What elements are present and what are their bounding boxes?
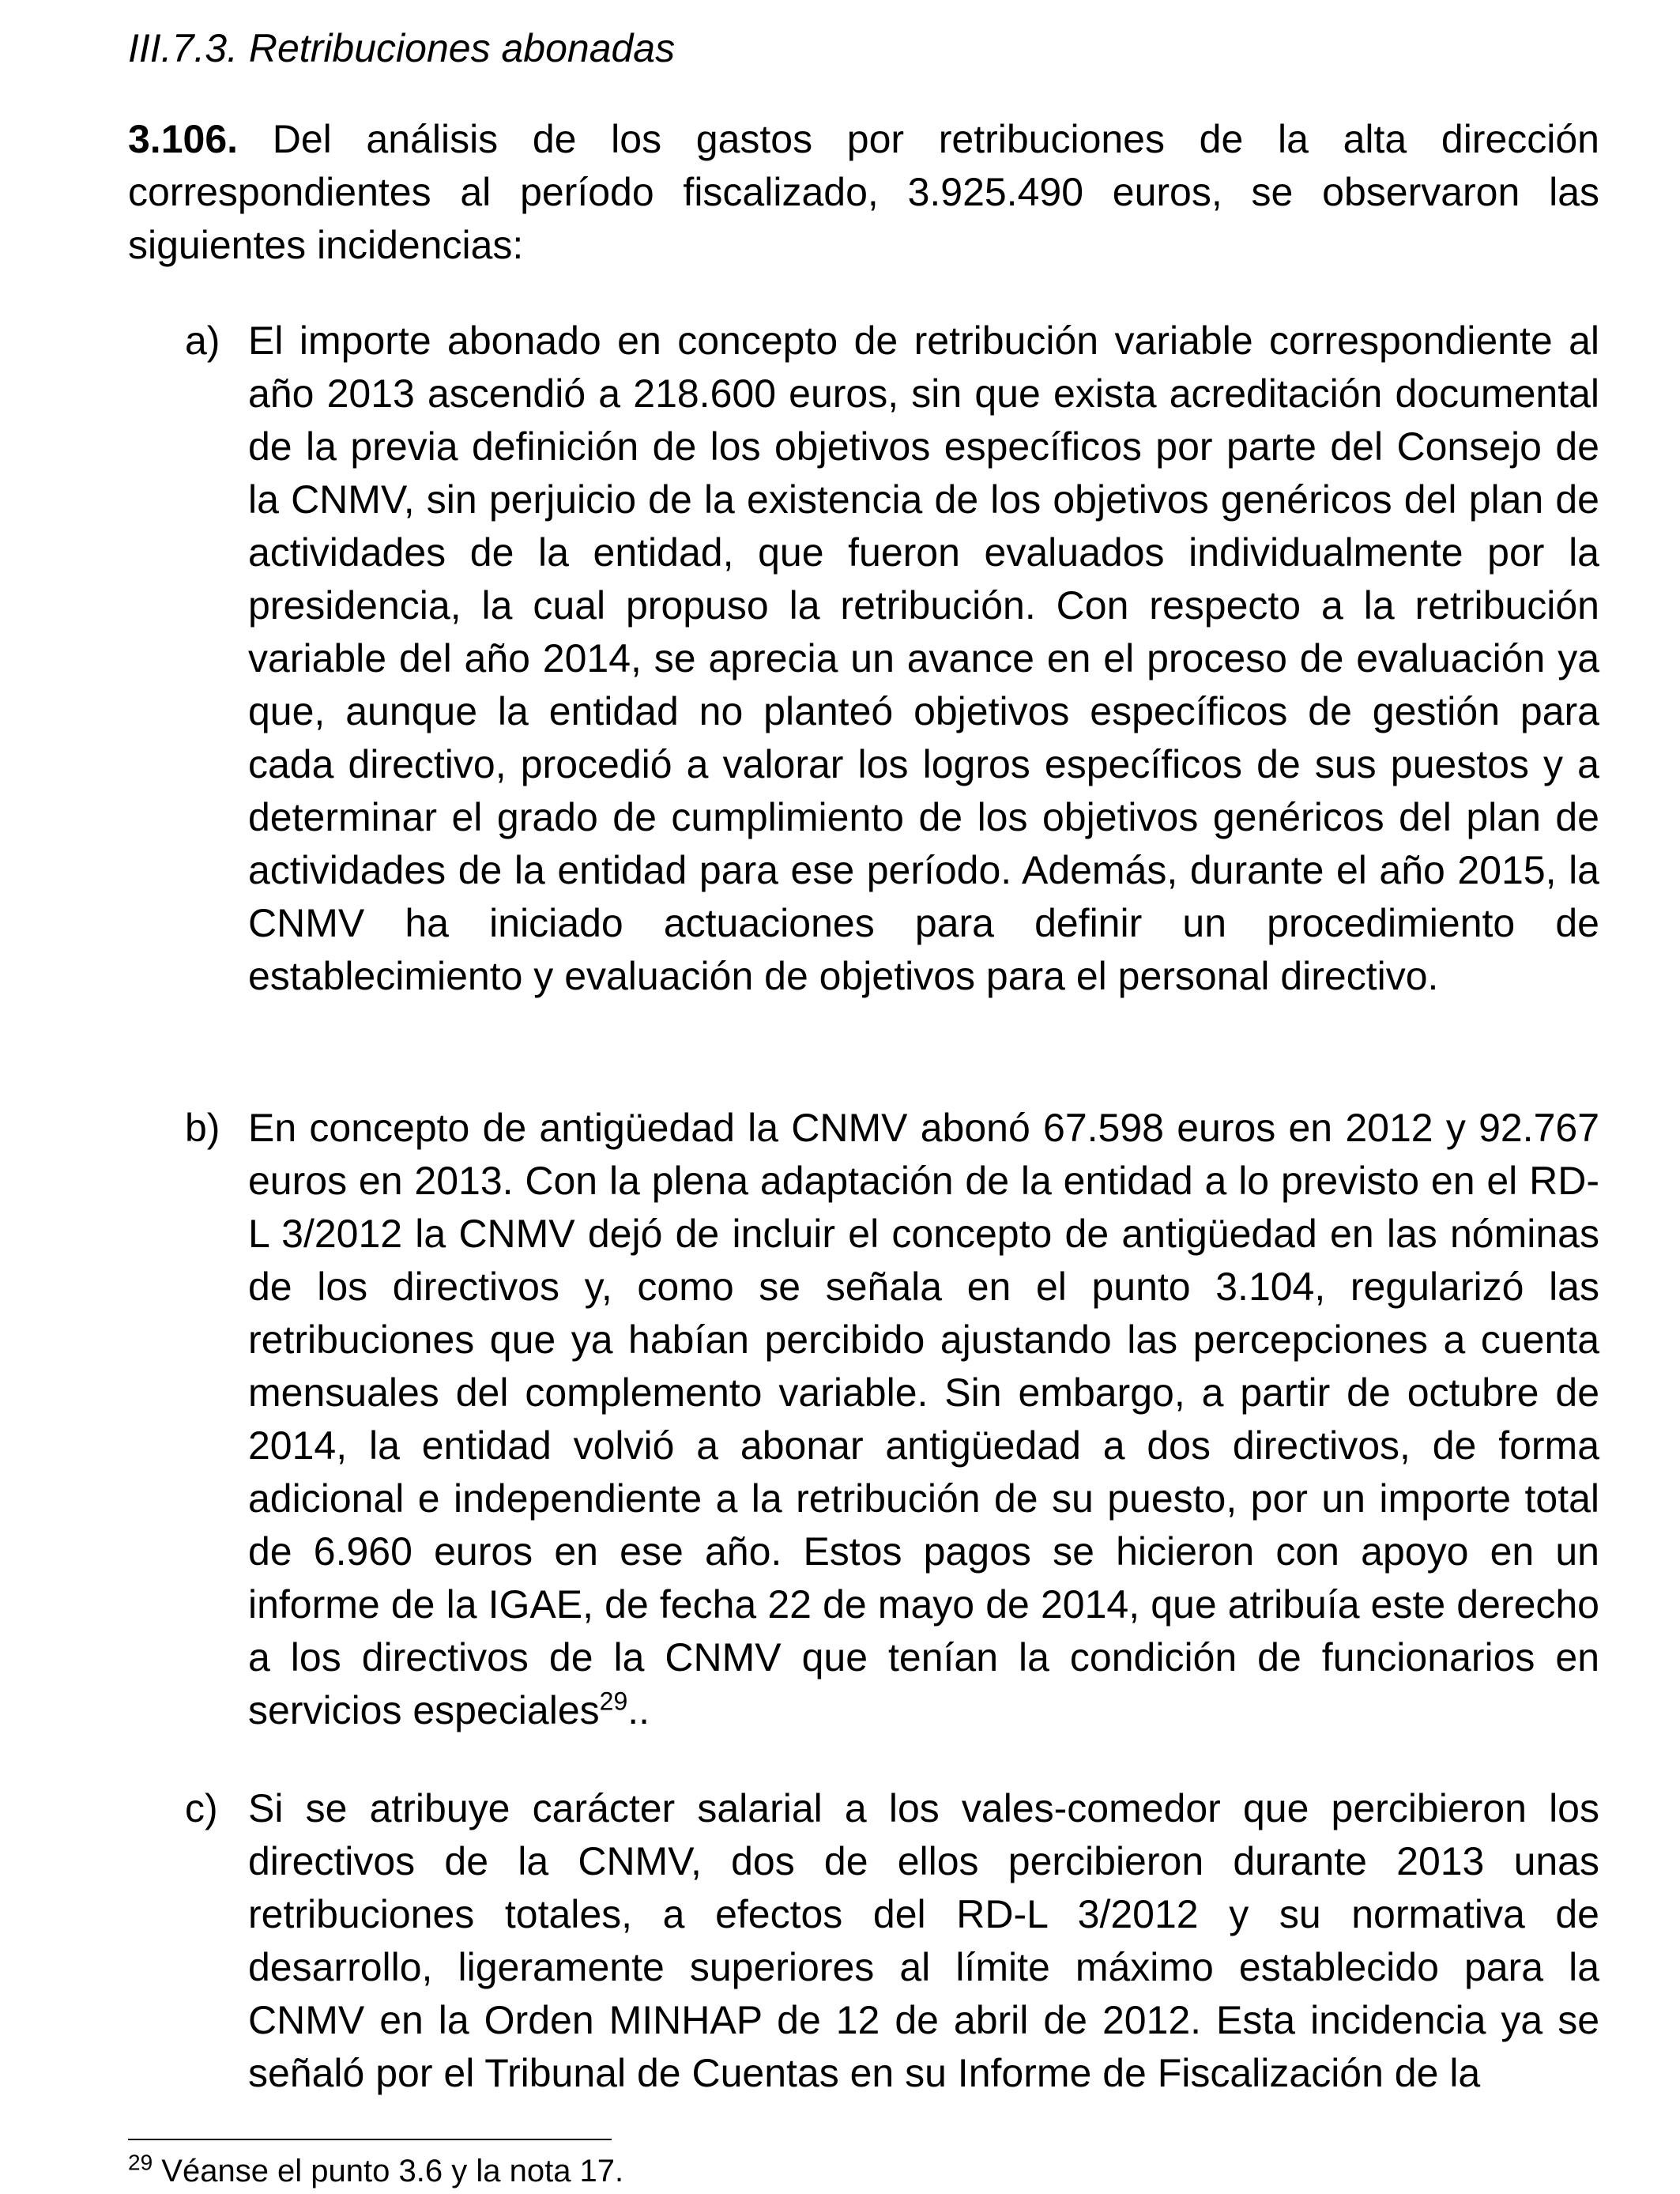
list-item-b [185,1102,1599,1737]
list-item-a [185,315,1599,1003]
paragraph-text: Del análisis de los gastos por retribuciones de la alta dirección correspondientes al período fiscalizado, 3.925.490 euros, se observaron las siguientes incidencias: [128,117,1599,267]
list-item-label: b) [185,1106,220,1150]
list-item-text-main: En concepto de antigüedad la CNMV abonó 67.598 euros en 2012 y 92.767 euros en 2013. Con la plena adaptación de la entidad a lo previsto en el RD-L 3/2012 la CNMV dejó de incluir el concepto de antigüedad en las nóminas de los directivos y, como se señala en el punto 3.104, regularizó las retribuciones que ya habían percibido ajustando las percepciones a cuenta mensuales del complemento variable. Sin embargo, a partir de octubre de 2014, la entidad volvió a abonar antigüedad a dos directivos, de forma adicional e independiente a la retribución de su puesto, por un importe total de 6.960 euros en ese año. Estos pagos se hicieron con apoyo en un informe de la IGAE, de fecha 22 de mayo de 2014, que atribuía este derecho a los directivos de la CNMV que tenían la condición de funcionarios en servicios especiales [248,1106,1599,1732]
paragraph-3-106 [128,113,1599,272]
list-item-label: c) [185,1786,218,1830]
footnote-text: Véanse el punto 3.6 y la nota 17. [153,2154,624,2188]
paragraph-number: 3.106. [128,117,239,161]
footnote-number: 29 [128,2150,153,2175]
list-item-text [248,1102,1599,1737]
list-item-text: El importe abonado en concepto de retribución variable correspondiente al año 2013 ascendió a 218.600 euros, sin que exista acreditación documental de la previa definición de los objetivos específicos por parte del Consejo de la CNMV, sin perjuicio de la existencia de los objetivos genéricos del plan de actividades de la entidad, que fueron evaluados individualmente por la presidencia, la cual propuso la retribución. Con respecto a la retribución variable del año 2014, se aprecia un avance en el proceso de evaluación ya que, aunque la entidad no planteó objetivos específicos de gestión para cada directivo, procedió a valorar los logros específicos de sus puestos y a determinar el grado de cumplimiento de los objetivos genéricos del plan de actividades de la entidad para ese período. Además, durante el año 2015, la CNMV ha iniciado actuaciones para definir un procedimiento de establecimiento y evaluación de objetivos para el personal directivo. [248,319,1599,998]
list-item-text-end: .. [627,1688,650,1732]
section-title: III.7.3. Retribuciones abonadas [128,26,676,70]
footnote-reference[interactable]: 29 [599,1687,628,1716]
list-item-text: Si se atribuye carácter salarial a los vales-comedor que percibieron los directivos de la CNMV, dos de ellos percibieron durante 2013 unas retribuciones totales, a efectos del RD-L 3/2012 y su normativa de desarrollo, ligeramente superiores al límite máximo establecido para la CNMV en la Orden MINHAP de 12 de abril de 2012. Esta incidencia ya se señaló por el Tribunal de Cuentas en su Informe de Fiscalización de la [248,1786,1599,2095]
list-item-label: a) [185,319,220,363]
footnote [128,2151,623,2191]
footnote-separator [128,2139,612,2140]
list-item-c [185,1782,1599,2100]
